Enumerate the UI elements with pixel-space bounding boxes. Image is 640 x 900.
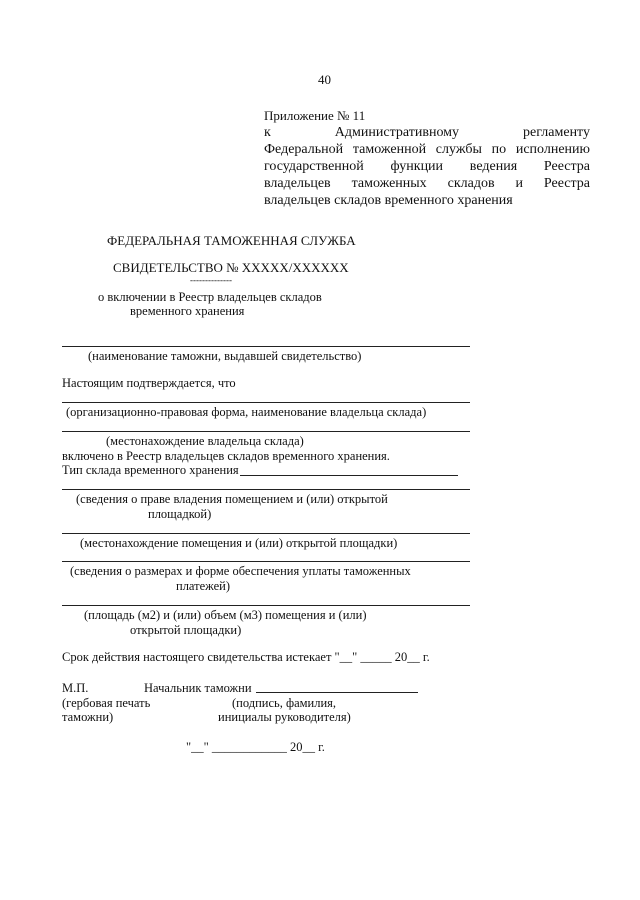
signature-line [256, 692, 418, 693]
validity-text: Срок действия настоящего свидетельства истекает "__" _____ 20__ г. [62, 650, 430, 664]
security-line [62, 561, 470, 562]
agency-heading: ФЕДЕРАЛЬНАЯ ТАМОЖЕННАЯ СЛУЖБА [107, 233, 356, 248]
owner-caption: (организационно-правовая форма, наименование владельца склада) [66, 405, 427, 419]
certificate-dashes: -------------- [190, 275, 232, 285]
ownership-line [62, 489, 470, 490]
seal-label: М.П. [62, 681, 89, 695]
certificate-subtitle: о включении в Реестр владельцев складов [98, 290, 322, 304]
appendix-line: владельцев таможенных складов и Реестра [264, 176, 590, 191]
appendix-line: государственной функции ведения Реестра [264, 159, 590, 174]
appendix-line: владельцев складов временного хранения [264, 193, 513, 208]
premises-location-line [62, 533, 470, 534]
chief-label: Начальник таможни [144, 681, 252, 695]
premises-location-caption: (местонахождение помещения и (или) открытой площадки) [80, 536, 398, 550]
owner-line [62, 402, 470, 403]
certificate-subtitle: временного хранения [130, 304, 245, 318]
signature-caption: инициалы руководителя) [218, 710, 351, 724]
page-number: 40 [318, 72, 331, 87]
seal-caption: (гербовая печать [62, 696, 151, 710]
customs-name-line [62, 346, 470, 347]
signature-caption: (подпись, фамилия, [232, 696, 337, 710]
confirm-text: Настоящим подтверждается, что [62, 376, 236, 390]
date-line: "__" ____________ 20__ г. [186, 740, 325, 754]
customs-name-caption: (наименование таможни, выдавшей свидетельство) [88, 349, 362, 363]
location-line [62, 431, 470, 432]
security-caption: (сведения о размерах и форме обеспечения уплаты таможенных [70, 564, 411, 578]
appendix-line: к Административному регламенту [264, 125, 590, 140]
appendix-line: Федеральной таможенной службы по исполнению [264, 142, 590, 157]
included-text: включено в Реестр владельцев складов временного хранения. [62, 449, 390, 463]
security-caption: платежей) [176, 579, 231, 593]
area-line [62, 605, 470, 606]
seal-caption: таможни) [62, 710, 114, 724]
appendix-title: Приложение № 11 [264, 108, 366, 123]
warehouse-type-line [240, 475, 458, 476]
warehouse-type-label: Тип склада временного хранения [62, 463, 239, 477]
certificate-title: СВИДЕТЕЛЬСТВО № XXXXX/XXXXXX [113, 260, 349, 275]
ownership-caption: (сведения о праве владения помещением и (или) открытой [76, 492, 388, 506]
location-caption: (местонахождение владельца склада) [106, 434, 304, 448]
area-caption: открытой площадки) [130, 623, 242, 637]
area-caption: (площадь (м2) и (или) объем (м3) помещения и (или) [84, 608, 367, 622]
ownership-caption: площадкой) [148, 507, 212, 521]
